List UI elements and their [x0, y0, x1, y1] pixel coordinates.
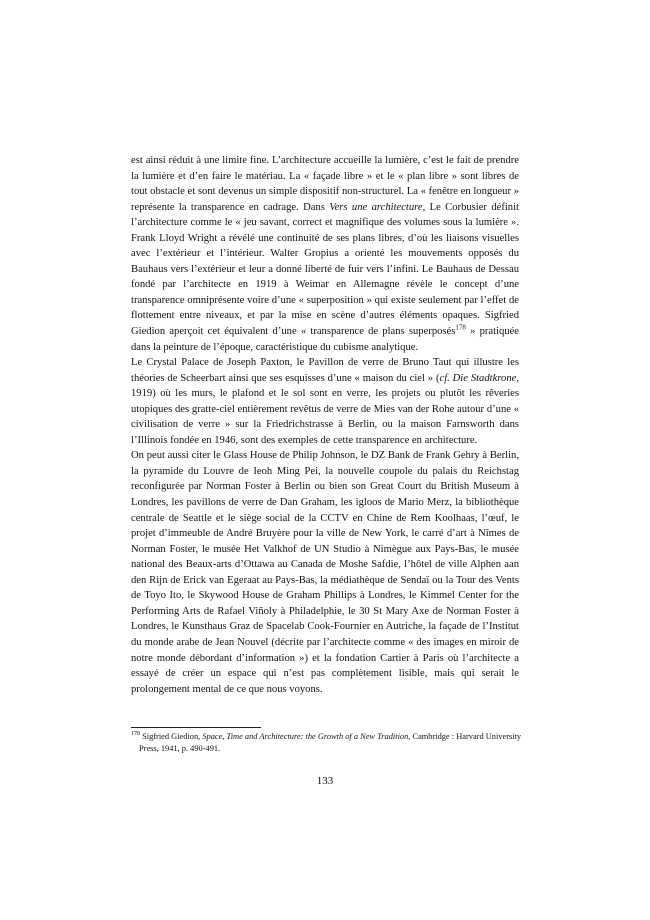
page-number: 133: [316, 775, 334, 787]
footnote-178: [131, 731, 531, 755]
book-title-vers-une-architecture: Vers une architecture,: [329, 201, 426, 213]
footnote-reference: 178: [455, 323, 466, 332]
paragraph-1-text-b: Le Corbusier définit l’architecture comme le « jeu savant, correct et magnifique des volumes sous la lumière ». Frank Lloyd Wright a révélé une continuité de ses plans libres, d’où les liaisons visuelles avec l’extérieur et l’intérieur. Walter Gropius a orienté les mouvements opposés du Bauhaus vers l’extérieur et leur a donné liberté de fuir vers l’infini. Le Bauhaus de Dessau fondé par l’architecte en 1919 à Weimar en Allemagne révèle le concept d’une transparence omniprésente voire d’une « superposition » qui existe seulement par l’effet de flottement entre niveaux, et par la mise en scène d’autres éléments opaques. Sigfried Giedion aperçoit cet équivalent d’une « transparence de plans superposés: [131, 201, 519, 338]
work-title-die-stadtkrone: cf. Die Stadtkrone: [439, 372, 517, 384]
paragraph-1-text-a: est ainsi réduit à une limite fine. L’architecture accueille la lumière, c’est le fait de prendre la lumière et d’en faire le matériau. La « façade libre » et le « plan libre » sont libres de tout obstacle et sont devenus un simple dispositif non-structurel. La « fenêtre en longueur » représente la transparence en cadrage. Dans: [131, 155, 519, 213]
footnote-book-title: Space, Time and Architecture: the Growth of a New Tradition,: [202, 732, 411, 741]
paragraph-1: [131, 153, 519, 355]
footnote-publication: Cambridge : Harvard University Press, 1941, p. 490-491.: [139, 732, 522, 753]
paragraph-1-text-c: » pratiquée dans la peinture de l’époque, caractéristique du cubisme analytique.: [131, 326, 519, 353]
footnote-number: 178: [131, 731, 140, 738]
body-text: [131, 153, 519, 697]
footnote-separator: [131, 727, 261, 728]
paragraph-2-text-b: , 1919) où les murs, le plafond et le sol sont en verre, les projets ou plutôt les rêveries utopiques des gratte-ciel entièrement revêtus de verre de Mies van der Rohe autour d’une « civilisation de verre » sur la Friedrichstrasse à Berlin, ou la maison Farnsworth dans l’Illinois fondée en 1946, sont des exemples de cette transparence en architecture.: [131, 372, 519, 446]
paragraph-2-text-a: Le Crystal Palace de Joseph Paxton, le Pavillon de verre de Bruno Taut qui illustre les théories de Scheerbart ainsi que ses esquisses d’une « maison du ciel » (: [131, 357, 519, 384]
footnote-author: Sigfried Giedion,: [140, 732, 203, 741]
paragraph-3: [131, 448, 519, 697]
paragraph-3-text: On peut aussi citer le Glass House de Philip Johnson, le DZ Bank de Frank Gehry à Berlin, la pyramide du Louvre de Ieoh Ming Pei, la nouvelle coupole du palais du Reichstag reconfigurée par Norman Foster à Berlin ou bien son Great Court du British Museum à Londres, les pavillons de verre de Dan Graham, les igloos de Mario Merz, la bibliothèque centrale de Seattle et le siège social de la CCTV en Chine de Rem Koolhaas, l’œuf, le projet d’immeuble de André Bruyère pour la ville de New York, le carré d’art à Nîmes de Norman Foster, le musée Het Valkhof de UN Studio à Nimègue aux Pays-Bas, le musée national des Beaux-arts d’Ottawa au Canada de Moshe Safdie, l’hôtel de ville Alphen aan den Rijn de Erick van Egeraat au Pays-Bas, la médiathèque de Sendaï ou la Tour des Vents de Toyo Ito, le Skywood House de Graham Phillips à Londres, le Kimmel Center for the Performing Arts de Rafael Viñoly à Philadelphie, le 30 St Mary Axe de Norman Foster à Londres, le Kunsthaus Graz de Spacelab Cook-Fournier en Autriche, la façade de l’Institut du monde arabe de Jean Nouvel (décrite par l’architecte comme « des images en miroir de notre monde débordant d’information ») et la fondation Cartier à Paris où l’architecte a essayé de créer un espace qui n’est pas complètement lisible, mais qui serait le prolongement mental de ce que nous voyons.: [131, 450, 519, 695]
paragraph-2: [131, 355, 519, 448]
